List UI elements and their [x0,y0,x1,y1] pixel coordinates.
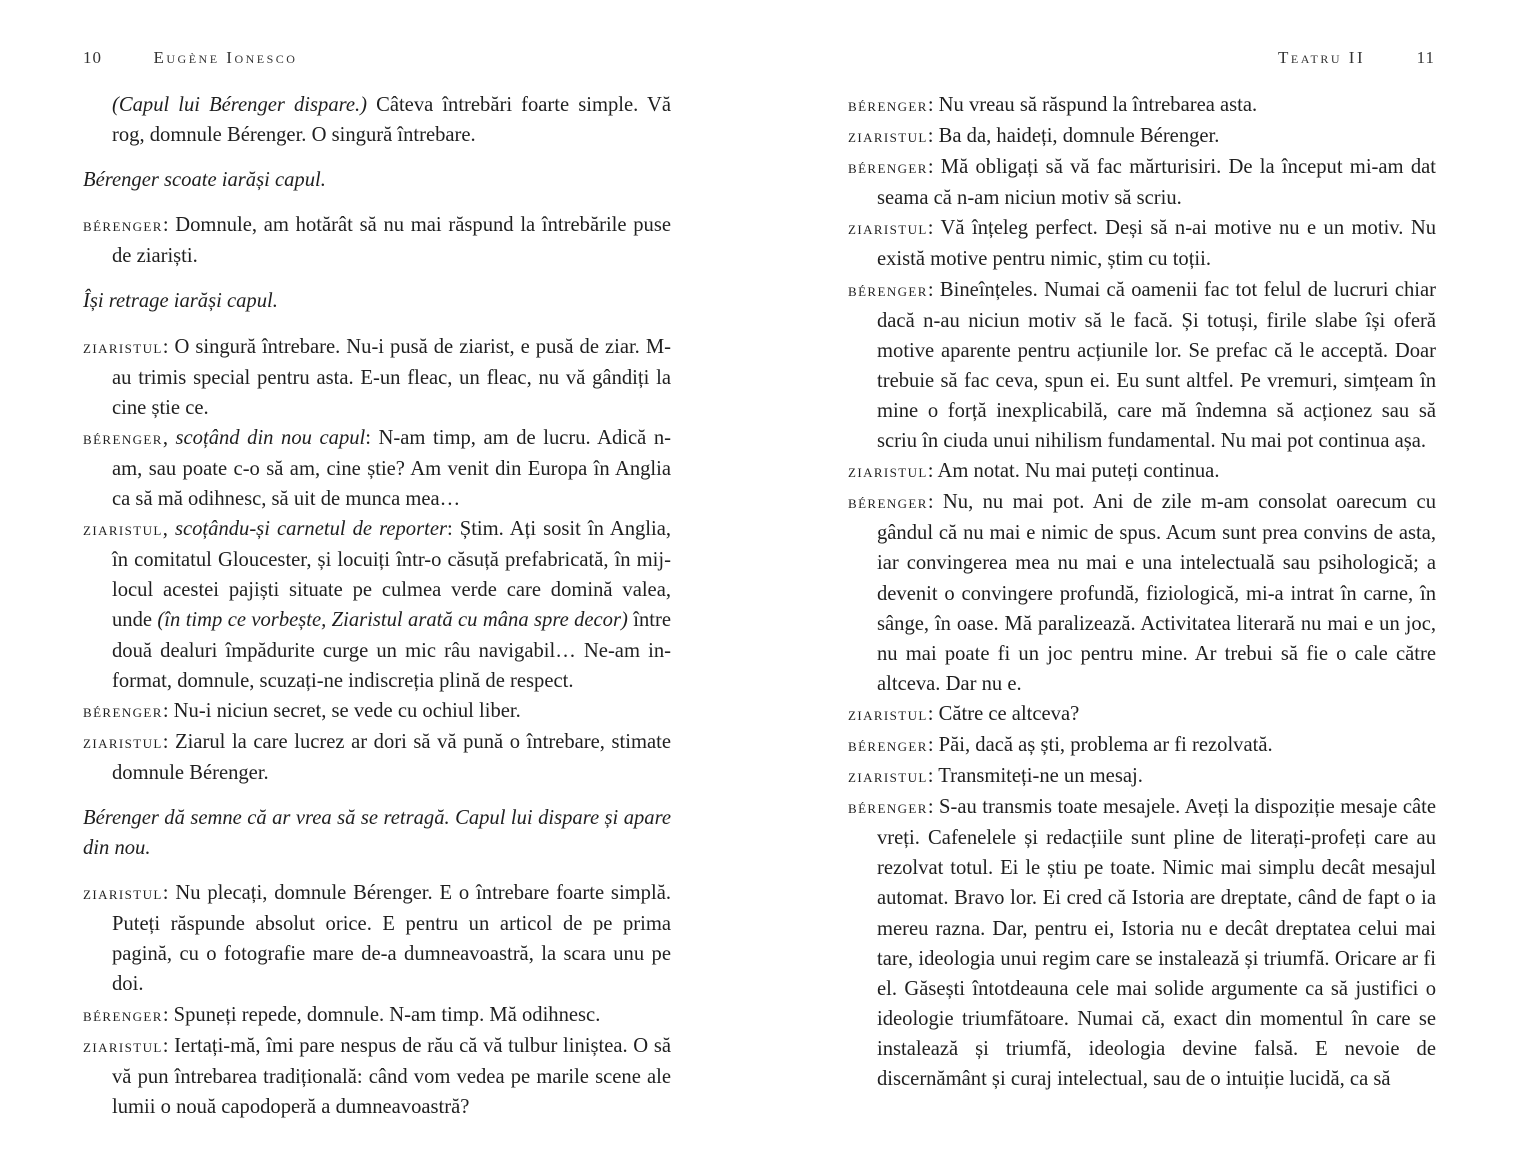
speaker-name: ziaristul [83,883,163,905]
stage-direction: Bérenger dă semne că ar vrea să se retragă. Capul lui dispare și apare din nou. [83,806,671,860]
dialogue-line: bérenger, scoțând din nou capul: N-am timp, am de lucru. Adică n-am, sau poate c-o să am, cine știe? Am venit din Europa în Anglia ca să mă odihnesc, să uit de munca mea… [83,426,672,511]
dialogue-line: ziaristul: Iertați-mă, îmi pare nespus de rău că vă tulbur liniștea. O să vă pun întrebarea tradițională: când vom vedea pe marile scene ale lumii o nouă capodoperă a dumneavoastră? [83,1034,671,1118]
page-number-left: 10 [83,48,102,67]
dialogue-line: bérenger: Mă obligați să vă fac mărturisiri. De la început mi-am dat seama că n-am niciun motiv să scriu. [848,156,1436,210]
dialogue-line: bérenger: Bineînțeles. Numai că oamenii fac tot felul de lucruri chiar dacă n-au niciun motiv să le facă. Și totuși, firile slabe își oferă motive aparente pentru acțiunile lor. Se prefac că le acceptă. Doar trebuie să fac ceva, spun ei. Eu sunt altfel. Pe vremuri, simțeam în mine o forță inexplicabilă, care mă îndemna să acționez sau să scriu în ciuda unui nihilism fundamental. Nu mai pot continua așa. [848,278,1436,453]
paragraph: (Capul lui Bérenger dispare.) Câteva întrebări foarte simple. Vă rog, domnule Bérenger. O singură întrebare. [112,94,671,147]
speaker-name: bérenger [848,95,928,116]
speaker-name: bérenger [848,492,928,514]
dialogue-line: ziaristul: Ba da, haideți, domnule Bérenger. [848,125,1220,148]
dialogue-line: ziaristul: O singură întrebare. Nu-i pusă de ziarist, e pusă de ziar. M-au trimis special pentru asta. E-un fleac, un fleac, nu vă gândiți la cine știe ce. [83,335,671,419]
dialogue-line: bérenger: S-au transmis toate mesajele. Aveți la dispoziție mesaje câte vreți. Cafenelele și redacțiile sunt pline de literați-profeți care au rezolvat totul. Ei le știu pe toate. Nimic mai simplu decât mesajul automat. Bravo lor. Ei cred că Istoria are dreptate, când de fapt o ia mereu razna. Dar, pentru ei, Istoria nu e decât dreptatea celui mai tare, ideologia unui regim care se instalează și triumfă. Oricare ar fi el. Găsești întotdeauna cele mai solide argumente ca să justifici o ideologie triumfătoare. Numai că, exact din momentul în care se instalează și triumfă, ideologia devine falsă. E nevoie de discernământ și curaj intelectual, sau de o intuiție lucidă, ca să [848,796,1436,1090]
speaker-name: bérenger [848,157,928,179]
page-number-right: 11 [1416,48,1435,67]
speaker-name: ziaristul [83,336,163,358]
speaker-name: bérenger [83,700,163,722]
dialogue-line: bérenger: Păi, dacă aș ști, problema ar fi rezolvată. [848,733,1273,756]
dialogue-line: ziaristul: Am notat. Nu mai puteți continua. [848,460,1220,483]
speaker-name: ziaristul [848,461,928,483]
right-running-head [1278,48,1435,68]
dialogue-line: ziaristul, scoțându-și carnetul de reporter: Știm. Ați sosit în Anglia, în comitatul Gloucester, și locuiți într-o căsuță prefabricată, în mijlocul acestei pajiști situate pe culmea verde care domină valea, unde (în timp ce vorbește, Ziaristul arată cu mâna spre decor) între două dealuri împădurite curge un mic râu navigabil… Ne-am informat, domnule, scuzați-ne indiscreția plină de respect. [83,518,672,692]
right-text-block [848,90,1436,1094]
speaker-name: ziaristul [83,1035,163,1057]
dialogue-line: ziaristul: Către ce altceva? [848,702,1080,725]
speaker-name: bérenger [848,279,928,301]
dialogue-line: bérenger: Nu, nu mai pot. Ani de zile m-am consolat oarecum cu gândul că nu mai e nimic de spus. Acum sunt prea convins de asta, iar convingerea mea nu mai e una intelectuală sau psihologică; a devenit o convingere profundă, fiziologică, mi-a intrat în carne, în sânge, în oase. Mă paralizează. Activitatea literară nu mai e un joc, nu mai poate fi un joc pentru mine. Ar trebui să fie o cale către altceva. Dar nu e. [848,491,1436,695]
right-page [760,0,1519,1163]
dialogue-line: bérenger: Nu-i niciun secret, se vede cu ochiul liber. [83,699,521,722]
speaker-name: bérenger [848,734,928,756]
speaker-name: ziaristul [83,731,163,753]
speaker-name: bérenger [83,215,163,237]
speaker-name: bérenger [848,797,928,819]
speaker-name: bérenger [83,1004,163,1026]
speaker-name: bérenger [83,427,163,449]
dialogue-line: ziaristul: Ziarul la care lucrez ar dori să vă pună o întrebare, stimate domnule Bérenger. [83,730,671,784]
author-name: Eugène Ionesco [153,48,298,67]
speaker-name: ziaristul [848,218,928,240]
stage-direction: Își retrage iarăși capul. [83,290,278,313]
speaker-name: ziaristul [83,519,163,541]
dialogue-line: bérenger: Nu vreau să răspund la întrebarea asta. [848,94,1258,116]
speaker-name: ziaristul [848,766,928,788]
book-title: Teatru II [1278,48,1366,67]
dialogue-line: ziaristul: Vă înțeleg perfect. Deși să n-ai motive nu e un motiv. Nu există motive pentru nimic, știm cu toții. [848,217,1436,271]
left-text-block [83,90,671,1122]
dialogue-line: bérenger: Spuneți repede, domnule. N-am timp. Mă odihnesc. [83,1003,601,1026]
stage-direction: Bérenger scoate iarăși capul. [83,169,326,192]
dialogue-line: ziaristul: Transmiteți-ne un mesaj. [848,765,1143,788]
speaker-name: ziaristul [848,126,928,148]
dialogue-line: ziaristul: Nu plecați, domnule Bérenger. E o întrebare foarte simplă. Puteți răspunde absolut orice. E pentru un articol de pe prima pagină, cu o fotografie mare de-a dumneavoastră, la scara unu pe doi. [83,882,671,996]
dialogue-line: bérenger: Domnule, am hotărât să nu mai răspund la întrebările puse de ziariști. [83,214,671,268]
left-running-head [83,48,297,68]
speaker-name: ziaristul [848,703,928,725]
